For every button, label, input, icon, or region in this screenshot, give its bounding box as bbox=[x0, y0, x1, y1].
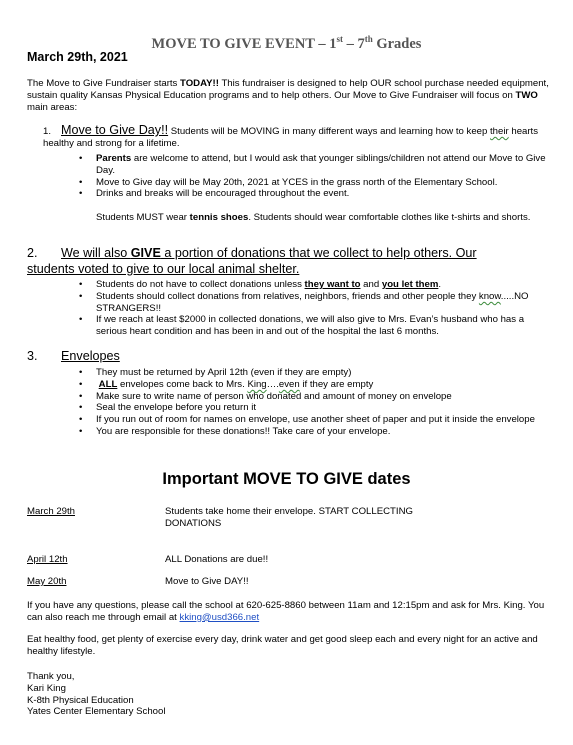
signature-line: Yates Center Elementary School bbox=[27, 706, 166, 718]
list-item: • If you run out of room for names on envelope, use another sheet of paper and put it inside the envelope bbox=[79, 414, 549, 426]
signature-block bbox=[27, 671, 549, 718]
signature-line: K-8th Physical Education bbox=[27, 694, 134, 706]
list-item: • Move to Give day will be May 20th, 2021 at YCES in the grass north of the Elementary School. bbox=[79, 177, 549, 189]
list-item: • ALL envelopes come back to Mrs. King….even if they are empty bbox=[79, 379, 549, 391]
date-label-1: March 29th bbox=[27, 506, 75, 517]
list-item: • Parents are welcome to attend, but I would ask that younger siblings/children not attend our Move to Give Day. bbox=[79, 153, 549, 177]
section-3-bullets bbox=[79, 367, 549, 438]
shoes-note: Students MUST wear tennis shoes. Students should wear comfortable clothes like t-shirts and shorts. bbox=[96, 212, 531, 223]
list-item: • You are responsible for these donations!! Take care of your envelope. bbox=[79, 426, 549, 438]
date-desc-1: Students take home their envelope. START COLLECTING DONATIONS bbox=[165, 506, 413, 529]
section-1-bullets bbox=[79, 153, 549, 200]
section-2-heading: 2. We will also GIVE a portion of donations that we collect to help others. Our bbox=[27, 246, 477, 260]
date-desc-2: ALL Donations are due!! bbox=[165, 554, 269, 565]
list-item: • They must be returned by April 12th (even if they are empty) bbox=[79, 367, 549, 379]
signature-line: Thank you, bbox=[27, 671, 75, 682]
list-item: • Make sure to write name of person who donated and amount of money on envelope bbox=[79, 391, 549, 403]
date-label-2: April 12th bbox=[27, 554, 68, 565]
healthy-paragraph: Eat healthy food, get plenty of exercise every day, drink water and get good sleep each and every night for an active and healthy lifestyle. bbox=[27, 634, 538, 657]
date-desc-3: Move to Give DAY!! bbox=[165, 576, 249, 587]
contact-paragraph: If you have any questions, please call the school at 620-625-8860 between 11am and 12:15pm and ask for Mrs. King. You can also reach me through email at kking@usd366.net bbox=[27, 600, 545, 623]
important-dates-heading: Important MOVE TO GIVE dates bbox=[162, 470, 411, 488]
section-3-heading: 3. Envelopes bbox=[27, 349, 120, 363]
list-item: • Students should collect donations from relatives, neighbors, friends and other people they know.....NO STRANGERS!! bbox=[79, 291, 549, 315]
document-title: MOVE TO GIVE EVENT – 1st – 7th Grades bbox=[151, 34, 422, 52]
list-item: • Students do not have to collect donations unless they want to and you let them. bbox=[79, 279, 549, 291]
section-1-intro: 1. Move to Give Day!! Students will be MOVING in many different ways and learning how to keep their hearts healthy and strong for a lifetime. bbox=[43, 123, 539, 149]
document-date: March 29th, 2021 bbox=[27, 50, 128, 64]
list-item: • If we reach at least $2000 in collected donations, we will also give to Mrs. Evan’s husband who has a serious heart condition and has been in and out of the hospital the last 6 months. bbox=[79, 314, 549, 338]
section-2-bullets bbox=[79, 279, 549, 338]
list-item: • Drinks and breaks will be encouraged throughout the event. bbox=[79, 188, 549, 200]
date-label-3: May 20th bbox=[27, 576, 67, 587]
section-1-heading: Move to Give Day!! bbox=[61, 123, 169, 137]
section-2-heading-line2: students voted to give to our local animal shelter. bbox=[27, 262, 300, 276]
intro-paragraph: The Move to Give Fundraiser starts TODAY!! This fundraiser is designed to help OUR school purchase needed equipment, sustain quality Kansas Physical Education programs and to help others. Our Move to Give Fundraiser will focus on TWO main areas: bbox=[27, 78, 549, 113]
email-link[interactable]: kking@usd366.net bbox=[179, 611, 260, 623]
list-item: • Seal the envelope before you return it bbox=[79, 402, 549, 414]
signature-line: Kari King bbox=[27, 682, 66, 694]
